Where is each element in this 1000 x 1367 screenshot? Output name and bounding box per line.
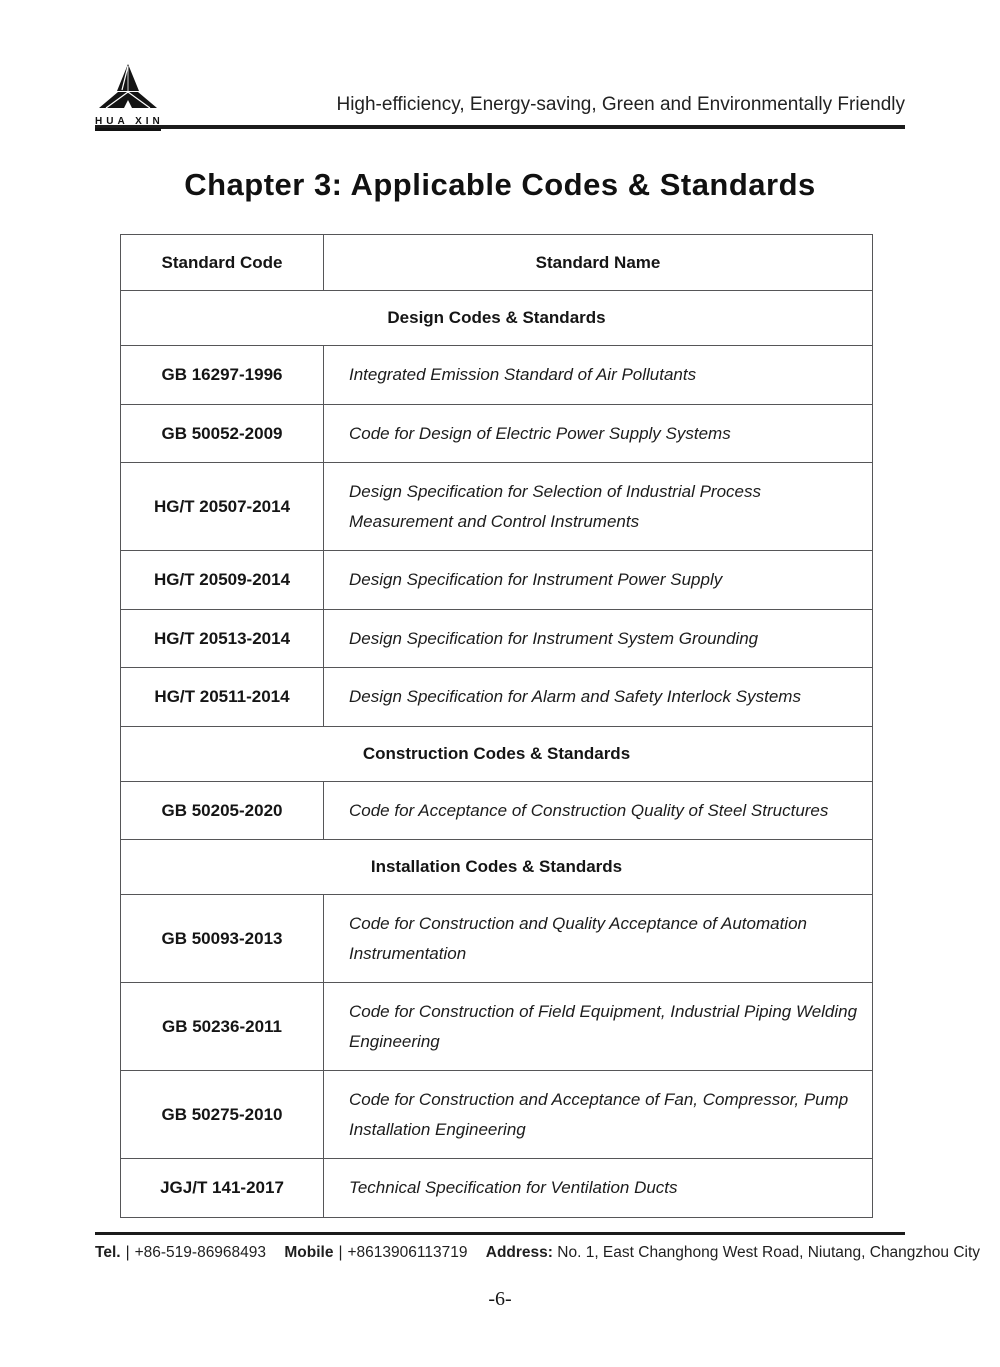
section-title: Construction Codes & Standards	[121, 726, 873, 781]
standard-code: GB 50236-2011	[121, 983, 324, 1071]
page-footer	[95, 1232, 981, 1262]
address-value: No. 1, East Changhong West Road, Niutang, Changzhou City	[557, 1244, 981, 1261]
standard-row	[121, 983, 873, 1071]
table-header-row	[121, 235, 873, 291]
standard-name: Code for Acceptance of Construction Quality of Steel Structures	[324, 781, 873, 840]
standard-row	[121, 346, 873, 405]
standard-row	[121, 404, 873, 463]
standard-name: Design Specification for Instrument Power Supply	[324, 551, 873, 610]
standards-table	[120, 234, 873, 1218]
standard-row	[121, 668, 873, 727]
standard-code: GB 16297-1996	[121, 346, 324, 405]
standard-name: Code for Construction and Acceptance of Fan, Compressor, Pump Installation Engineering	[324, 1071, 873, 1159]
standard-row	[121, 551, 873, 610]
mountain-logo-icon	[98, 64, 158, 110]
standard-row	[121, 1159, 873, 1218]
standard-row	[121, 609, 873, 668]
standard-code: HG/T 20509-2014	[121, 551, 324, 610]
section-row	[121, 840, 873, 895]
footer-tel	[95, 1244, 266, 1261]
standard-code: GB 50093-2013	[121, 895, 324, 983]
standard-row	[121, 1071, 873, 1159]
standard-name: Integrated Emission Standard of Air Pollutants	[324, 346, 873, 405]
standard-code: HG/T 20511-2014	[121, 668, 324, 727]
standard-name: Design Specification for Instrument System Grounding	[324, 609, 873, 668]
standards-table-body	[121, 291, 873, 1218]
page-title: Chapter 3: Applicable Codes & Standards	[184, 167, 816, 202]
standard-name: Design Specification for Alarm and Safety Interlock Systems	[324, 668, 873, 727]
footer-address	[486, 1244, 980, 1261]
section-row	[121, 726, 873, 781]
section-title: Design Codes & Standards	[121, 291, 873, 346]
column-header-standard-code: Standard Code	[121, 235, 324, 291]
standard-code: GB 50275-2010	[121, 1071, 324, 1159]
standard-name: Code for Construction and Quality Acceptance of Automation Instrumentation	[324, 895, 873, 983]
standard-code: HG/T 20513-2014	[121, 609, 324, 668]
footer-mobile	[284, 1244, 467, 1261]
separator: |	[125, 1244, 130, 1261]
separator: |	[338, 1244, 343, 1261]
section-title: Installation Codes & Standards	[121, 840, 873, 895]
mobile-value: +8613906113719	[347, 1244, 468, 1261]
standard-code: JGJ/T 141-2017	[121, 1159, 324, 1218]
company-logo	[95, 64, 164, 131]
mobile-label: Mobile	[284, 1244, 334, 1261]
address-label: Address:	[485, 1244, 553, 1261]
page-number: -6-	[488, 1288, 512, 1310]
standard-name: Code for Construction of Field Equipment, Industrial Piping Welding Engineering	[324, 983, 873, 1071]
page-header	[95, 0, 905, 129]
header-slogan: High-efficiency, Energy-saving, Green and Environmentally Friendly	[336, 94, 905, 115]
tel-value: +86-519-86968493	[134, 1244, 267, 1261]
tel-label: Tel.	[95, 1244, 121, 1261]
logo-text: HUA XIN	[95, 116, 161, 131]
section-row	[121, 291, 873, 346]
standard-row	[121, 781, 873, 840]
column-header-standard-name: Standard Name	[324, 235, 873, 291]
standard-code: HG/T 20507-2014	[121, 463, 324, 551]
standard-name: Technical Specification for Ventilation Ducts	[324, 1159, 873, 1218]
standard-row	[121, 463, 873, 551]
standard-name: Code for Design of Electric Power Supply Systems	[324, 404, 873, 463]
standard-name: Design Specification for Selection of Industrial Process Measurement and Control Instruments	[324, 463, 873, 551]
standard-row	[121, 895, 873, 983]
standard-code: GB 50205-2020	[121, 781, 324, 840]
standard-code: GB 50052-2009	[121, 404, 324, 463]
